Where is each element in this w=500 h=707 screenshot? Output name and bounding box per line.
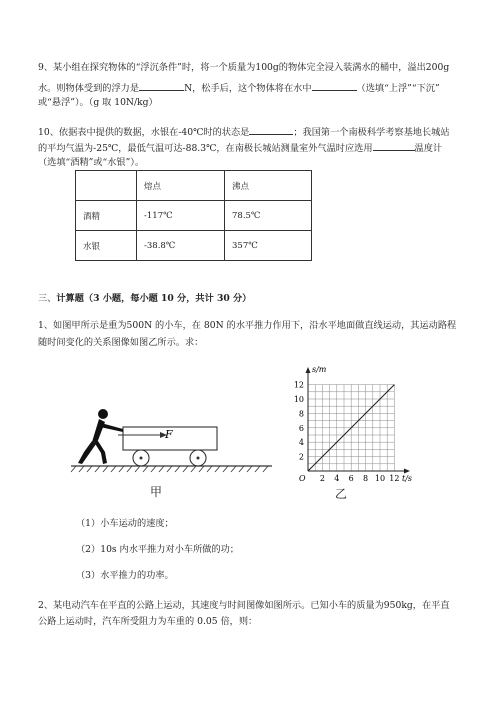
table-cell: 酒精 (76, 201, 137, 231)
x-axis-arrow (404, 469, 410, 474)
c1-sub3: （3）水平推力的功率。 (76, 570, 174, 581)
q10-blank-1[interactable] (249, 125, 293, 135)
y-axis-arrow (306, 367, 311, 373)
melting-boiling-table (75, 170, 312, 261)
y-tick-label: 4 (298, 438, 304, 448)
table-row (76, 201, 312, 231)
section-heading: 三、计算题（3 小题，每小题 10 分，共计 30 分） (38, 293, 252, 304)
table-header-row (76, 171, 312, 201)
q9-line2: 水。则物体受到的浮力是 N，松手后，这个物体将在水中 （选填“上浮”“下沉” (38, 83, 440, 94)
q10-blank-2[interactable] (373, 141, 415, 151)
table-cell: -38.8℃ (137, 231, 225, 261)
q10-line1: 10、依据表中提供的数据，水银在-40℃时的状态是 ；我国第一个南极科学考察基地长城站 (38, 127, 450, 138)
q9-blank-2[interactable] (312, 81, 357, 91)
c1-sub2: （2）10s 内水平推力对小车所做的功； (76, 544, 239, 555)
table-cell: 水银 (76, 231, 137, 261)
x-tick-label: 12 (389, 474, 400, 483)
y-tick-label: 8 (298, 409, 304, 419)
y-axis-label: s/m (312, 365, 327, 374)
q9-line1: 9、某小组在探究物体的“浮沉条件”时，将一个质量为100g的物体完全浸入装满水的桶中，溢出200g (38, 62, 450, 73)
y-tick-label: 12 (293, 380, 304, 390)
q9-line3: 或“悬浮”）。（g 取 10N/kg） (38, 97, 158, 108)
c2-line1: 2、某电动汽车在平直的公路上运动，其速度与时间图像如图所示。已知小车的质量为950kg，在平直 (38, 600, 450, 611)
table-row (76, 231, 312, 261)
figure-jia (68, 405, 278, 480)
q9-blank-1[interactable] (139, 81, 184, 91)
c1-line2: 随时间变化的关系图像如图乙所示。求： (38, 337, 204, 348)
origin-label: O (299, 474, 306, 483)
table-header-boiling: 沸点 (225, 171, 312, 201)
y-tick-label: 6 (298, 423, 304, 433)
c1-line1: 1、如图甲所示是重为500N 的小车，在 80N 的水平推力作用下，沿水平地面做直线运动，其运动路程 (38, 320, 457, 331)
table-cell: 78.5℃ (225, 201, 312, 231)
x-tick-label: 4 (334, 474, 340, 483)
x-tick-label: 6 (348, 474, 354, 483)
q10-line2: 的平均气温为-25℃，最低气温可达-88.3℃，在南极长城站测量室外气温时应选用 温度计 (38, 143, 443, 154)
figure-jia-caption: 甲 (150, 485, 163, 499)
force-label: F (165, 428, 173, 441)
y-tick-label: 2 (298, 452, 304, 462)
x-axis-label: t/s (402, 474, 413, 483)
c2-line2: 公路上运动时，汽车所受阻力为车重的 0.05 倍，则： (38, 616, 258, 627)
figure-yi-caption: 乙 (335, 487, 348, 501)
x-tick-label: 8 (363, 474, 369, 483)
y-tick-label: 10 (293, 395, 304, 404)
figure-yi-chart (288, 363, 413, 501)
table-cell: 357℃ (225, 231, 312, 261)
x-tick-label: 2 (319, 474, 325, 483)
table-header-empty (76, 171, 137, 201)
c1-sub1: （1）小车运动的速度； (76, 518, 174, 529)
q10-line3: （选填“酒精”或“水银”）。 (38, 157, 145, 168)
table-cell: -117℃ (137, 201, 225, 231)
table-header-melting: 熔点 (137, 171, 225, 201)
x-tick-label: 10 (374, 474, 386, 483)
